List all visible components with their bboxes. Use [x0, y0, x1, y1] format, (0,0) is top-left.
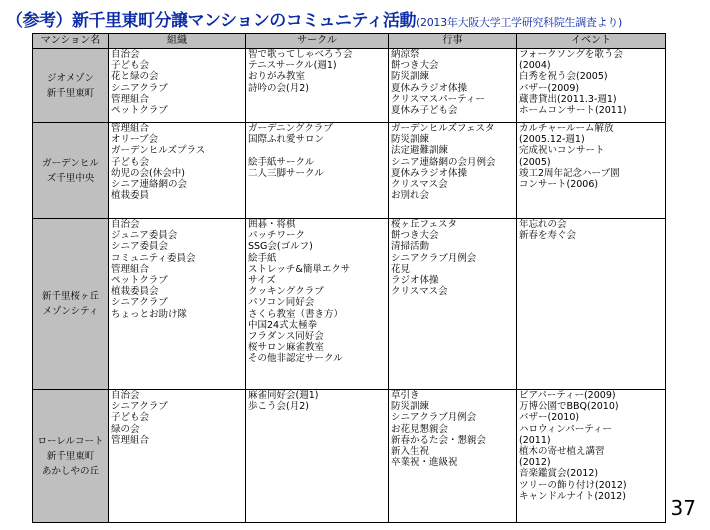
page-number: 37: [670, 496, 696, 520]
header-event: イベント: [517, 34, 666, 49]
organization-cell: 自治会 シニアクラブ 子ども会 緑の会 管理組合: [109, 390, 246, 523]
event-cell: フォークソングを歌う会 (2004) 白秀を祝う会(2005) バザー(2009) 蔵書貸出(2011.3-週1) ホームコンサート(2011): [517, 49, 666, 123]
gyoji-cell: 桜ヶ丘フェスタ 餅つき大会 清掃活動 シニアクラブ月例会 花見 ラジオ体操 クリスマス会: [389, 219, 517, 390]
event-cell: カルチャールーム解放 (2005.12-週1) 完成祝いコンサート (2005) 竣工2周年記念ハーブ園 コンサート(2006): [517, 123, 666, 219]
event-cell: 年忘れの会 新春を寿ぐ会: [517, 219, 666, 390]
organization-cell: 自治会 ジュニア委員会 シニア委員会 コミュニティ委員会 管理組合 ペットクラブ 植栽委員会 シニアクラブ ちょっとお助け隊: [109, 219, 246, 390]
mansion-name: ローレルコート 新千里東町 あかしやの丘: [33, 390, 109, 523]
community-activity-table: [32, 33, 666, 523]
table-row: [33, 123, 666, 219]
gyoji-cell: 納涼祭 餅つき大会 防災訓練 夏休みラジオ体操 クリスマスパーティー 夏休み子ども会: [389, 49, 517, 123]
table-row: [33, 390, 666, 523]
table-row: [33, 219, 666, 390]
circle-cell: ガーデニングクラブ 国際ふれ愛サロン 絵手紙サークル 二人三脚サークル: [246, 123, 389, 219]
organization-cell: 管理組合 オリーブ会 ガーデンヒルズプラス 子ども会 幼児の会(休会中) シニア連絡網の会 植栽委員: [109, 123, 246, 219]
mansion-name: ジオメゾン 新千里東町: [33, 49, 109, 123]
header-gyoji: 行事: [389, 34, 517, 49]
header-mansion-name: マンション名: [33, 34, 109, 49]
header-organization: 組織: [109, 34, 246, 49]
gyoji-cell: 草引き 防災訓練 シニアクラブ月例会 お花見懇親会 新春かるた会・懇親会 新入生祝 卒業祝・進級祝: [389, 390, 517, 523]
circle-cell: 囲碁・将棋 パッチワーク SSG会(ゴルフ) 絵手紙 ストレッチ&簡単エクサ サイズ クッキングクラブ パソコン同好会 さくら教室（書き方） 中国24式太極拳 フラダンス同好会 桜サロン麻雀教室 その他非認定サークル: [246, 219, 389, 390]
circle-cell: 智で歌ってしゃべろう会 テニスサークル(週1) おりがみ教室 詩吟の会(月2): [246, 49, 389, 123]
table-row: [33, 49, 666, 123]
mansion-name: 新千里桜ヶ丘 メゾンシティ: [33, 219, 109, 390]
gyoji-cell: ガーデンヒルズフェスタ 防災訓練 法定避難訓練 シニア連絡網の会月例会 夏休みラジオ体操 クリスマス会 お別れ会: [389, 123, 517, 219]
slide-title-area: [6, 6, 622, 31]
header-circle: サークル: [246, 34, 389, 49]
slide-subtitle: (2013年大阪大学工学研究科院生調査より): [416, 16, 623, 29]
event-cell: ビアパーティー(2009) 万博公園でBBQ(2010) バザー(2010) ハロウィンパーティー (2011) 植木の寄せ植え講習 (2012) 音楽鑑賞会(2012) ツリーの飾り付け(2012) キャンドルナイト(2012): [517, 390, 666, 523]
mansion-name: ガーデンヒル ズ千里中央: [33, 123, 109, 219]
slide-title: （参考）新千里東町分譲マンションのコミュニティ活動: [6, 11, 417, 31]
circle-cell: 麻雀同好会(週1) 歩こう会(月2): [246, 390, 389, 523]
table-header-row: [33, 34, 666, 49]
organization-cell: 自治会 子ども会 花と緑の会 シニアクラブ 管理組合 ペットクラブ: [109, 49, 246, 123]
